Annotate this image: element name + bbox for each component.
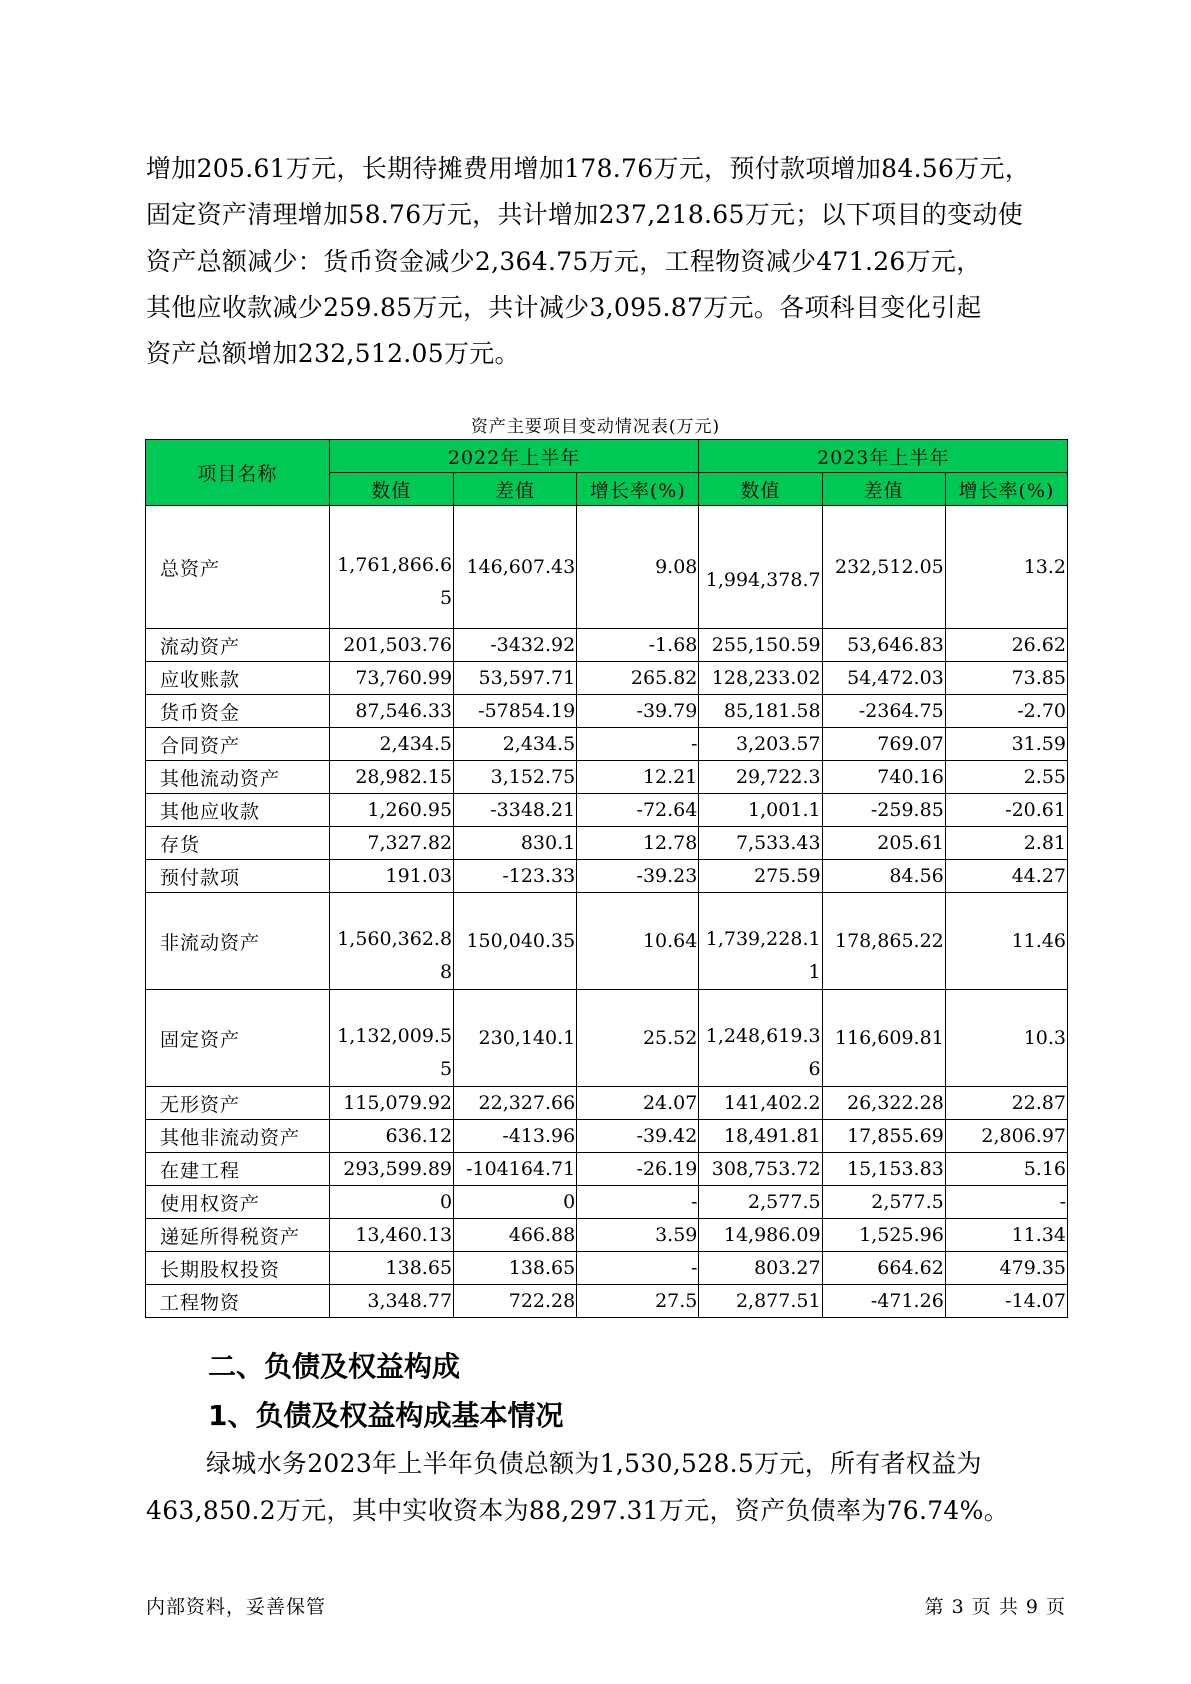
table-cell: 25.52 bbox=[577, 990, 699, 1087]
table-cell: 1,260.95 bbox=[329, 794, 453, 827]
table-cell: 26.62 bbox=[945, 629, 1067, 662]
table-cell: 2,577.5 bbox=[822, 1186, 945, 1219]
table-cell: -57854.19 bbox=[454, 695, 577, 728]
table-row bbox=[146, 1285, 1068, 1318]
table-cell: 636.12 bbox=[329, 1120, 453, 1153]
table-cell: - bbox=[577, 1252, 699, 1285]
table-cell: 3,152.75 bbox=[454, 761, 577, 794]
table-cell: -3348.21 bbox=[454, 794, 577, 827]
row-label: 总资产 bbox=[146, 506, 330, 629]
intro-line: 资产总额增加232,512.05万元。 bbox=[146, 339, 520, 369]
table-cell: -259.85 bbox=[822, 794, 945, 827]
page-number: 第 3 页 共 9 页 bbox=[924, 1596, 1066, 1618]
table-cell: -39.79 bbox=[577, 695, 699, 728]
table-cell: 1,525.96 bbox=[822, 1219, 945, 1252]
table-cell: 740.16 bbox=[822, 761, 945, 794]
table-cell: 830.1 bbox=[454, 827, 577, 860]
row-label: 应收账款 bbox=[146, 662, 330, 695]
subheader-growth: 增长率(%) bbox=[945, 473, 1067, 506]
table-row bbox=[146, 1153, 1068, 1186]
table-caption: 资产主要项目变动情况表(万元) bbox=[470, 417, 721, 437]
table-row bbox=[146, 728, 1068, 761]
table-row bbox=[146, 1219, 1068, 1252]
table-row bbox=[146, 1186, 1068, 1219]
intro-line: 固定资产清理增加58.76万元，共计增加237,218.65万元；以下项目的变动使 bbox=[146, 200, 1024, 230]
table-cell: 84.56 bbox=[822, 860, 945, 893]
table-cell: 24.07 bbox=[577, 1087, 699, 1120]
row-label: 固定资产 bbox=[146, 990, 330, 1087]
table-cell: 22.87 bbox=[945, 1087, 1067, 1120]
row-label: 其他非流动资产 bbox=[146, 1120, 330, 1153]
table-cell: 138.65 bbox=[329, 1252, 453, 1285]
table-cell: 205.61 bbox=[822, 827, 945, 860]
table-cell: 479.35 bbox=[945, 1252, 1067, 1285]
table-cell: 2,577.5 bbox=[699, 1186, 822, 1219]
table-cell: 11.46 bbox=[945, 893, 1067, 990]
table-cell: 1,739,228.1 1 bbox=[699, 893, 822, 990]
row-label: 工程物资 bbox=[146, 1285, 330, 1318]
intro-line: 增加205.61万元，长期待摊费用增加178.76万元，预付款项增加84.56万元， bbox=[146, 154, 1031, 183]
table-cell: 22,327.66 bbox=[454, 1087, 577, 1120]
table-cell: 1,560,362.8 8 bbox=[329, 893, 453, 990]
table-cell: 230,140.1 bbox=[454, 990, 577, 1087]
table-cell: 3,203.57 bbox=[699, 728, 822, 761]
table-cell: 115,079.92 bbox=[329, 1087, 453, 1120]
table-cell: 28,982.15 bbox=[329, 761, 453, 794]
table-cell: 44.27 bbox=[945, 860, 1067, 893]
table-cell: 3,348.77 bbox=[329, 1285, 453, 1318]
table-cell: -72.64 bbox=[577, 794, 699, 827]
table-cell: 15,153.83 bbox=[822, 1153, 945, 1186]
table-cell: 2,806.97 bbox=[945, 1120, 1067, 1153]
table-row bbox=[146, 1252, 1068, 1285]
table-cell: 73.85 bbox=[945, 662, 1067, 695]
row-label: 在建工程 bbox=[146, 1153, 330, 1186]
table-cell: 2,877.51 bbox=[699, 1285, 822, 1318]
table-cell: 146,607.43 bbox=[454, 506, 577, 629]
liability-line: 463,850.2万元，其中实收资本为88,297.31万元，资产负债率为76.74%。 bbox=[146, 1496, 1009, 1525]
table-cell: -20.61 bbox=[945, 794, 1067, 827]
header-period-2022: 2022年上半年 bbox=[329, 440, 699, 473]
section-subheading: 1、负债及权益构成基本情况 bbox=[208, 1399, 564, 1432]
table-cell: 2,434.5 bbox=[454, 728, 577, 761]
table-cell: 1,248,619.3 6 bbox=[699, 990, 822, 1087]
table-cell: 722.28 bbox=[454, 1285, 577, 1318]
subheader-diff: 差值 bbox=[822, 473, 945, 506]
table-cell: -413.96 bbox=[454, 1120, 577, 1153]
table-cell: 466.88 bbox=[454, 1219, 577, 1252]
intro-line: 其他应收款减少259.85万元，共计减少3,095.87万元。各项科目变化引起 bbox=[146, 292, 982, 322]
table-cell: 5.16 bbox=[945, 1153, 1067, 1186]
table-cell: 1,761,866.6 5 bbox=[329, 506, 453, 629]
asset-change-table bbox=[145, 439, 1068, 1318]
table-row bbox=[146, 1120, 1068, 1153]
row-label: 预付款项 bbox=[146, 860, 330, 893]
header-row bbox=[146, 440, 1068, 473]
table-cell: 1,132,009.5 5 bbox=[329, 990, 453, 1087]
table-cell: 53,597.71 bbox=[454, 662, 577, 695]
table-cell: 27.5 bbox=[577, 1285, 699, 1318]
subheader-value: 数值 bbox=[329, 473, 453, 506]
table-cell: -1.68 bbox=[577, 629, 699, 662]
table-cell: 7,327.82 bbox=[329, 827, 453, 860]
table-cell: 87,546.33 bbox=[329, 695, 453, 728]
table-cell: -471.26 bbox=[822, 1285, 945, 1318]
row-label: 合同资产 bbox=[146, 728, 330, 761]
table-cell: 275.59 bbox=[699, 860, 822, 893]
table-cell: 54,472.03 bbox=[822, 662, 945, 695]
subheader-value: 数值 bbox=[699, 473, 822, 506]
table-cell: 85,181.58 bbox=[699, 695, 822, 728]
table-body bbox=[146, 506, 1068, 1318]
table-cell: 116,609.81 bbox=[822, 990, 945, 1087]
table-cell: 141,402.2 bbox=[699, 1087, 822, 1120]
table-cell: 1,001.1 bbox=[699, 794, 822, 827]
table-cell: -26.19 bbox=[577, 1153, 699, 1186]
table-row bbox=[146, 794, 1068, 827]
table-cell: 12.78 bbox=[577, 827, 699, 860]
table-cell: 265.82 bbox=[577, 662, 699, 695]
header-item-name: 项目名称 bbox=[146, 440, 330, 506]
table-cell: 150,040.35 bbox=[454, 893, 577, 990]
table-cell: 10.3 bbox=[945, 990, 1067, 1087]
table-cell: 2.55 bbox=[945, 761, 1067, 794]
table-cell: 1,994,378.7 bbox=[699, 506, 822, 629]
table-cell: 18,491.81 bbox=[699, 1120, 822, 1153]
table-cell: -2364.75 bbox=[822, 695, 945, 728]
table-cell: 53,646.83 bbox=[822, 629, 945, 662]
table-row bbox=[146, 695, 1068, 728]
table-row bbox=[146, 629, 1068, 662]
table-row bbox=[146, 860, 1068, 893]
row-label: 递延所得税资产 bbox=[146, 1219, 330, 1252]
table-row bbox=[146, 506, 1068, 629]
table-cell: -14.07 bbox=[945, 1285, 1067, 1318]
table-row bbox=[146, 662, 1068, 695]
table-cell: 2,434.5 bbox=[329, 728, 453, 761]
table-cell: 7,533.43 bbox=[699, 827, 822, 860]
table-row bbox=[146, 990, 1068, 1087]
table-cell: 769.07 bbox=[822, 728, 945, 761]
table-cell: 12.21 bbox=[577, 761, 699, 794]
row-label: 存货 bbox=[146, 827, 330, 860]
table-cell: 0 bbox=[329, 1186, 453, 1219]
row-label: 货币资金 bbox=[146, 695, 330, 728]
table-cell: 29,722.3 bbox=[699, 761, 822, 794]
table-cell: 232,512.05 bbox=[822, 506, 945, 629]
table-cell: 308,753.72 bbox=[699, 1153, 822, 1186]
table-row bbox=[146, 827, 1068, 860]
table-row bbox=[146, 893, 1068, 990]
row-label: 无形资产 bbox=[146, 1087, 330, 1120]
table-cell: - bbox=[577, 1186, 699, 1219]
table-cell: 293,599.89 bbox=[329, 1153, 453, 1186]
row-label: 非流动资产 bbox=[146, 893, 330, 990]
table-cell: 664.62 bbox=[822, 1252, 945, 1285]
table-cell: 17,855.69 bbox=[822, 1120, 945, 1153]
table-cell: 13,460.13 bbox=[329, 1219, 453, 1252]
row-label: 长期股权投资 bbox=[146, 1252, 330, 1285]
table-cell: 31.59 bbox=[945, 728, 1067, 761]
liability-paragraph bbox=[146, 1440, 1066, 1534]
table-cell: 14,986.09 bbox=[699, 1219, 822, 1252]
table-cell: -104164.71 bbox=[454, 1153, 577, 1186]
table-cell: -3432.92 bbox=[454, 629, 577, 662]
header-period-2023: 2023年上半年 bbox=[699, 440, 1068, 473]
intro-line: 资产总额减少：货币资金减少2,364.75万元，工程物资减少471.26万元， bbox=[146, 246, 982, 276]
row-label: 其他流动资产 bbox=[146, 761, 330, 794]
table-cell: 13.2 bbox=[945, 506, 1067, 629]
table-cell: - bbox=[577, 728, 699, 761]
table-cell: 9.08 bbox=[577, 506, 699, 629]
row-label: 其他应收款 bbox=[146, 794, 330, 827]
table-cell: 201,503.76 bbox=[329, 629, 453, 662]
table-cell: 191.03 bbox=[329, 860, 453, 893]
liability-line: 绿城水务2023年上半年负债总额为1,530,528.5万元，所有者权益为 bbox=[206, 1449, 982, 1478]
table-cell: 255,150.59 bbox=[699, 629, 822, 662]
table-cell: -2.70 bbox=[945, 695, 1067, 728]
table-cell: 128,233.02 bbox=[699, 662, 822, 695]
row-label: 使用权资产 bbox=[146, 1186, 330, 1219]
table-cell: - bbox=[945, 1186, 1067, 1219]
table-cell: 11.34 bbox=[945, 1219, 1067, 1252]
subheader-growth: 增长率(%) bbox=[577, 473, 699, 506]
table-cell: 178,865.22 bbox=[822, 893, 945, 990]
footer-note: 内部资料，妥善保管 bbox=[146, 1596, 327, 1618]
table-cell: 0 bbox=[454, 1186, 577, 1219]
table-cell: 803.27 bbox=[699, 1252, 822, 1285]
intro-paragraph bbox=[146, 146, 1066, 377]
row-label: 流动资产 bbox=[146, 629, 330, 662]
table-row bbox=[146, 761, 1068, 794]
table-cell: -39.42 bbox=[577, 1120, 699, 1153]
table-cell: -123.33 bbox=[454, 860, 577, 893]
subheader-diff: 差值 bbox=[454, 473, 577, 506]
table-cell: 73,760.99 bbox=[329, 662, 453, 695]
table-cell: 138.65 bbox=[454, 1252, 577, 1285]
table-cell: 3.59 bbox=[577, 1219, 699, 1252]
table-cell: 26,322.28 bbox=[822, 1087, 945, 1120]
table-row bbox=[146, 1087, 1068, 1120]
table-cell: 10.64 bbox=[577, 893, 699, 990]
table-cell: 2.81 bbox=[945, 827, 1067, 860]
table-cell: -39.23 bbox=[577, 860, 699, 893]
section-heading: 二、负债及权益构成 bbox=[208, 1350, 461, 1383]
